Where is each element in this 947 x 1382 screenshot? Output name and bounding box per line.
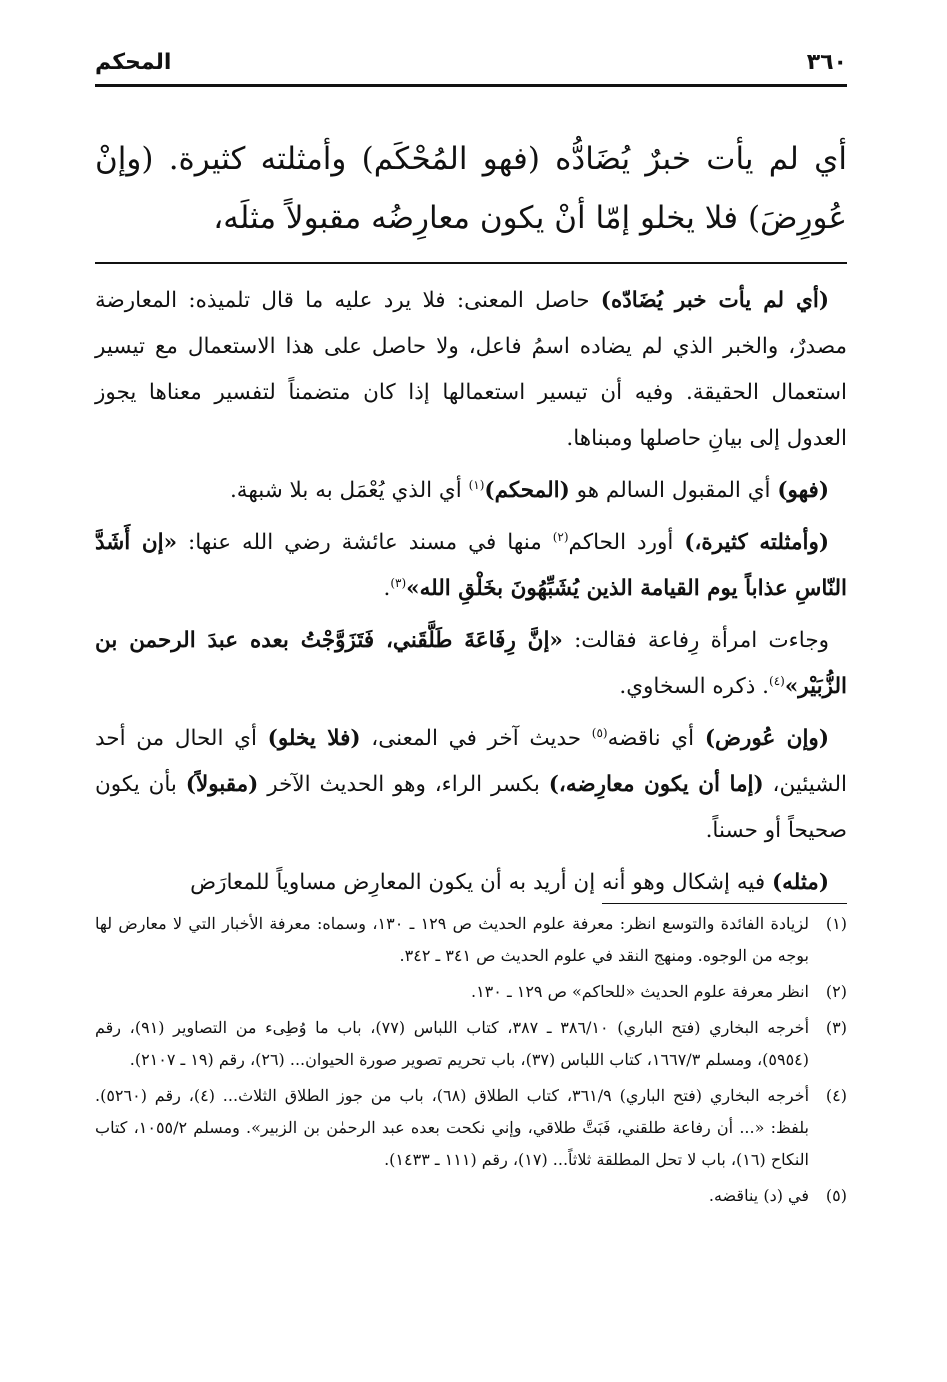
- page-number: ٣٦٠: [806, 49, 847, 75]
- commentary: [95, 278, 847, 912]
- footnote: [95, 908, 847, 972]
- commentary-keyword: (مقبولاً): [185, 772, 259, 797]
- commentary-text: . ذكره السخاوي.: [619, 674, 769, 699]
- commentary-text: أي الحال من أحد الشيئين،: [95, 726, 848, 797]
- commentary-text: فيه إشكال وهو أنه إن أريد به أن يكون المعارِض مساوياً للمعارَض: [190, 870, 772, 895]
- commentary-text: حاصل المعنى: فلا يرد عليه ما قال تلميذه: المعارضة مصدرٌ، والخبر الذي لم يضاده اسمُ فاعل، ولا حاصل على هذا الاستعمال مع تيسير استعمال الحقيقة. وفيه أن تيسير استعمالها إذا كان متضمناً لتفسير معناها يجوز العدول إلى بيانِ حاصلها ومبناها.: [95, 288, 847, 451]
- footnote-text: لزيادة الفائدة والتوسع انظر: معرفة علوم الحديث ص ١٢٩ ـ ١٣٠، وسماه: معرفة الأخبار التي لا معارض لها بوجه من الوجوه. ومنهج النقد في علوم الحديث ص ٣٤١ ـ ٣٤٢.: [95, 914, 810, 965]
- footnote-text: أخرجه البخاري (فتح الباري) ٣٨٦/١٠ ـ ٣٨٧، كتاب اللباس (٧٧)، باب ما وُطِىء من التصاوير (٩١)، رقم (٥٩٥٤)، ومسلم ١٦٦٧/٣، كتاب اللباس (٣٧)، باب تحريم تصوير صورة الحيوان... (٢٦)، رقم (١٩ ـ ٢١٠٧).: [95, 1018, 810, 1069]
- footnote-text: أخرجه البخاري (فتح الباري) ٣٦١/٩، كتاب الطلاق (٦٨)، باب من جوز الطلاق الثلاث... (٤)، رقم (٥٢٦٠). بلفظ: «... أن رفاعة طلقني، فَبَتَّ طلاقي، وإني نكحت بعده عبد الرحمٰن بن الزبير». ومسلم ١٠٥٥/٢، كتاب النكاح (١٦)، باب لا تحل المطلقة ثلاثاً... (١٧)، رقم (١١١ ـ ١٤٣٣).: [95, 1086, 810, 1169]
- section-title: المحكم: [95, 49, 172, 75]
- commentary-text: أورد الحاكم: [568, 530, 685, 555]
- commentary-keyword: (وأمثلته كثيرة،): [684, 530, 830, 555]
- commentary-keyword: (مثله): [772, 870, 829, 895]
- footnote: [95, 1080, 847, 1176]
- commentary-paragraph: [95, 468, 847, 514]
- commentary-text: أي المقبول السالم هو: [569, 478, 778, 503]
- page-header: [95, 40, 847, 84]
- main-text-divider: [95, 262, 847, 264]
- main-text: أي لم يأت خبرٌ يُضَادُّه (فهو المُحْكَم) وأمثلته كثيرة. (وإنْ عُورِضَ) فلا يخلو إمّا أنْ يكون معارِضُه مقبولاً مثلَه،: [95, 141, 847, 236]
- commentary-keyword: (المحكم): [484, 478, 570, 503]
- commentary-text: وجاءت امرأة رِفاعة فقالت:: [562, 628, 829, 653]
- footnote-ref[interactable]: (٤): [769, 673, 785, 688]
- commentary-paragraph: [95, 520, 847, 612]
- footnote-ref[interactable]: (١): [468, 477, 485, 492]
- footnote-number: (٤): [825, 1086, 847, 1105]
- commentary-text: منها في مسند عائشة رضي الله عنها:: [177, 530, 553, 555]
- commentary-text: حديث آخر في المعنى،: [360, 726, 592, 751]
- footnote: [95, 976, 847, 1008]
- footnote-ref[interactable]: (٣): [390, 575, 407, 590]
- commentary-keyword: (فلا يخلو): [267, 726, 361, 751]
- commentary-keyword: (فهو): [777, 478, 829, 503]
- footnotes: [95, 908, 847, 1216]
- commentary-text: أي الذي يُعْمَل به بلا شبهة.: [229, 478, 469, 503]
- commentary-paragraph: [95, 716, 847, 854]
- commentary-paragraph: [95, 860, 847, 906]
- footnote-number: (٢): [825, 982, 847, 1001]
- commentary-text: .: [383, 576, 391, 601]
- footnote: [95, 1012, 847, 1076]
- commentary-paragraph: [95, 618, 847, 710]
- commentary-keyword: (أي لم يأت خبر يُضَادّه): [600, 288, 829, 313]
- commentary-paragraph: [95, 278, 847, 462]
- footnote-ref[interactable]: (٥): [591, 725, 608, 740]
- footnote-ref[interactable]: (٢): [552, 529, 569, 544]
- footnote-text: انظر معرفة علوم الحديث «للحاكم» ص ١٢٩ ـ ١٣٠.: [470, 982, 809, 1001]
- hadith-quote: «إن أَشَدَّ النّاسِ عذاباً يوم القيامة الذين يُشَبِّهُونَ بخَلْقِ الله»: [95, 530, 847, 601]
- commentary-text: بكسر الراء، وهو الحديث الآخر: [258, 772, 549, 797]
- hadith-quote: «إنَّ رِفَاعَةَ طَلَّقَني، فَتَزَوَّجْتُ بعده عبدَ الرحمن بن الزُّبَيْر»: [95, 628, 847, 699]
- footnote: [95, 1180, 847, 1212]
- footnote-number: (٥): [825, 1186, 847, 1205]
- commentary-text: أي ناقضه: [607, 726, 705, 751]
- header-divider: [95, 84, 847, 87]
- commentary-keyword: (وإن عُورض): [704, 726, 829, 751]
- footnote-text: في (د) يناقضه.: [708, 1186, 809, 1205]
- footnote-number: (١): [825, 914, 847, 933]
- commentary-text: بأن يكون صحيحاً أو حسناً.: [95, 772, 847, 843]
- footnote-number: (٣): [825, 1018, 847, 1037]
- commentary-keyword: (إما أن يكون معارِضه،): [548, 772, 764, 797]
- footnote-divider: [602, 903, 847, 904]
